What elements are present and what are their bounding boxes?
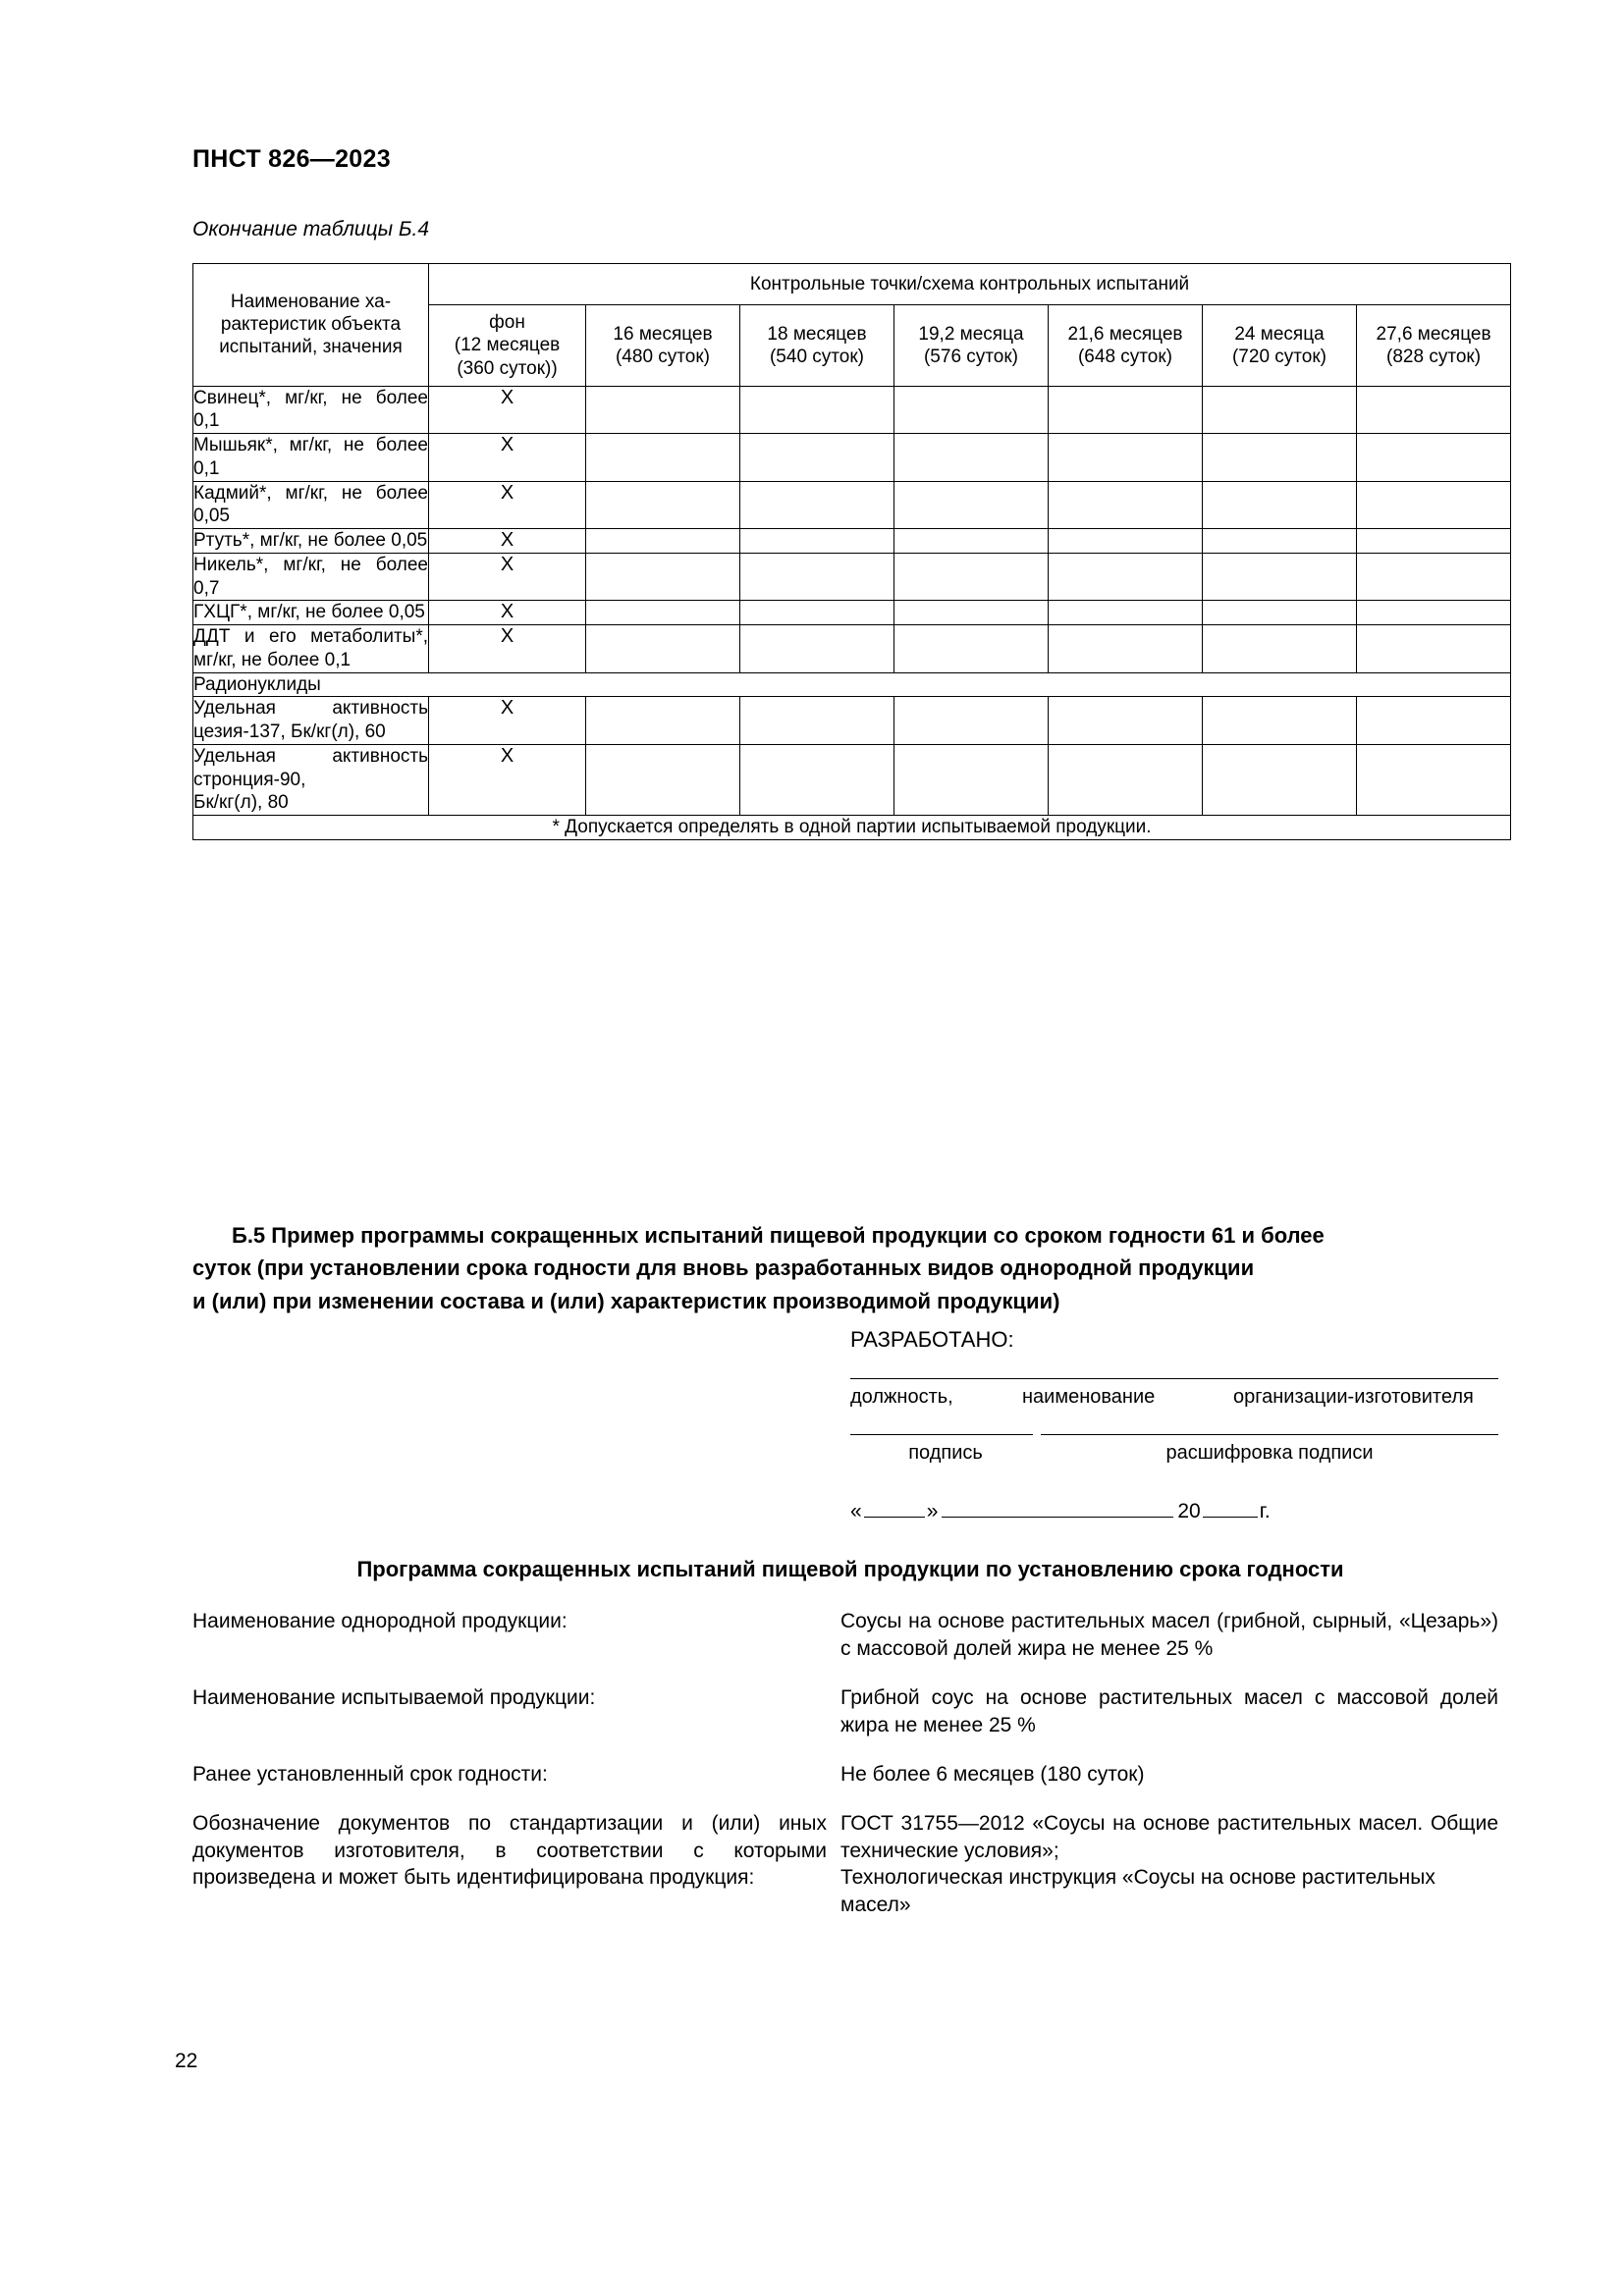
table-cell-characteristic: ГХЦГ*, мг/кг, не более 0,05 xyxy=(193,601,429,625)
date-month-blank xyxy=(942,1501,1173,1518)
developed-by-label: РАЗРАБОТАНО: xyxy=(850,1327,1014,1352)
table-cell-empty xyxy=(1357,625,1511,673)
header-col-27-6-months: 27,6 месяцев (828 суток) xyxy=(1357,305,1511,387)
table-cell-empty xyxy=(586,434,740,482)
organization-caption-row xyxy=(850,1386,1498,1409)
header-col-21-6-months: 21,6 месяцев (648 суток) xyxy=(1049,305,1203,387)
table-section-label: Радионуклиды xyxy=(193,672,1511,697)
table-cell-empty xyxy=(1357,434,1511,482)
section-b5-heading-line-2: суток (при установлении срока годности для вновь разработанных видов однородной продукции xyxy=(192,1255,1255,1281)
table-cell-empty xyxy=(1203,434,1357,482)
date-year-suffix: г. xyxy=(1259,1500,1271,1522)
table-cell-empty xyxy=(586,601,740,625)
table-cell-empty xyxy=(1357,481,1511,529)
table-cell-empty xyxy=(740,601,894,625)
table-cell-empty xyxy=(1049,553,1203,601)
table-cell-empty xyxy=(586,697,740,745)
program-definition-value: Соусы на основе растительных масел (грибной, сырный, «Цезарь») с массовой долей жира не менее 25 % xyxy=(840,1610,1498,1660)
table-cell-empty xyxy=(1203,553,1357,601)
table-cell-empty xyxy=(894,553,1049,601)
table-footnote-row xyxy=(193,816,1511,840)
table-cell-characteristic: Свинец*, мг/кг, не более 0,1 xyxy=(193,386,429,434)
date-open-quote: « xyxy=(850,1500,862,1522)
program-definition-label: Наименование испытываемой продукции: xyxy=(192,1685,596,1709)
table-cell-empty xyxy=(1357,386,1511,434)
table-cell-empty xyxy=(1049,744,1203,815)
table-caption: Окончание таблицы Б.4 xyxy=(192,218,430,240)
table-cell-empty xyxy=(894,697,1049,745)
section-b5-heading-line-3: и (или) при изменении состава и (или) характеристик производимой продукции) xyxy=(192,1288,1060,1313)
table-cell-empty xyxy=(1203,697,1357,745)
table-row xyxy=(193,553,1511,601)
date-close-quote: » xyxy=(926,1500,939,1522)
table-cell-empty xyxy=(1049,434,1203,482)
table-cell-empty xyxy=(586,553,740,601)
table-cell-empty xyxy=(740,386,894,434)
table-cell-empty xyxy=(894,386,1049,434)
table-cell-mark: X xyxy=(429,601,586,625)
table-cell-characteristic: ДДТ и его метаболиты*, мг/кг, не более 0,1 xyxy=(193,625,429,673)
table-cell-empty xyxy=(586,625,740,673)
program-definition-label: Ранее установленный срок годности: xyxy=(192,1762,548,1786)
program-definition-value-line-1: ГОСТ 31755—2012 «Соусы на основе растительных масел. Общие технические условия»; xyxy=(840,1811,1498,1862)
caption-organization: организации-изготовителя xyxy=(1233,1386,1474,1408)
running-header: ПНСТ 826—2023 xyxy=(192,145,391,173)
table-row xyxy=(193,744,1511,815)
program-definition-label: Наименование однородной продукции: xyxy=(192,1610,568,1632)
caption-transcript: расшифровка подписи xyxy=(1165,1442,1374,1464)
page-number: 22 xyxy=(175,2050,198,2072)
table-row xyxy=(193,481,1511,529)
table-head-row-1 xyxy=(193,264,1511,305)
table-cell-empty xyxy=(1203,625,1357,673)
section-b5-heading-line-1: Б.5 Пример программы сокращенных испытаний пищевой продукции со сроком годности 61 и более xyxy=(232,1223,1325,1248)
signature-line xyxy=(850,1434,1033,1435)
organization-signature-line xyxy=(850,1378,1498,1379)
table-cell-empty xyxy=(1049,386,1203,434)
header-name-column: Наименование ха- рактеристик объекта испытаний, значения xyxy=(193,264,429,387)
header-group-control-points: Контрольные точки/схема контрольных испытаний xyxy=(429,264,1511,305)
table-head xyxy=(193,264,1511,387)
table-cell-empty xyxy=(894,625,1049,673)
program-definition-row xyxy=(192,1810,1508,1920)
program-definition-row xyxy=(192,1761,1508,1789)
table-cell-characteristic: Никель*, мг/кг, не более 0,7 xyxy=(193,553,429,601)
table-cell-empty xyxy=(586,386,740,434)
table-body xyxy=(193,386,1511,816)
table-cell-mark: X xyxy=(429,386,586,434)
table-cell-empty xyxy=(894,529,1049,554)
table-cell-empty xyxy=(1049,697,1203,745)
table-row xyxy=(193,697,1511,745)
date-day-blank xyxy=(864,1501,925,1518)
header-col-18-months: 18 месяцев (540 суток) xyxy=(740,305,894,387)
table-cell-empty xyxy=(1203,601,1357,625)
table-cell-empty xyxy=(740,434,894,482)
table-row xyxy=(193,529,1511,554)
table-cell-empty xyxy=(1049,481,1203,529)
table-cell-empty xyxy=(894,601,1049,625)
caption-name: наименование xyxy=(1022,1386,1156,1408)
table-row xyxy=(193,601,1511,625)
table-cell-empty xyxy=(1357,697,1511,745)
table-row xyxy=(193,386,1511,434)
table-row xyxy=(193,672,1511,697)
program-title: Программа сокращенных испытаний пищевой продукции по установлению срока годности xyxy=(356,1557,1344,1581)
header-col-24-months: 24 месяца (720 суток) xyxy=(1203,305,1357,387)
table-cell-empty xyxy=(1357,601,1511,625)
table-cell-mark: X xyxy=(429,744,586,815)
table-cell-mark: X xyxy=(429,529,586,554)
table-cell-empty xyxy=(1049,625,1203,673)
table-cell-empty xyxy=(1357,553,1511,601)
table-cell-empty xyxy=(740,697,894,745)
table-cell-empty xyxy=(740,625,894,673)
table-cell-mark: X xyxy=(429,697,586,745)
program-definition-value xyxy=(840,1810,1498,1920)
program-definition-row xyxy=(192,1608,1508,1663)
table-cell-mark: X xyxy=(429,434,586,482)
caption-position: должность, xyxy=(850,1386,953,1408)
program-definition-value: Грибной соус на основе растительных масел с массовой долей жира не менее 25 % xyxy=(840,1685,1498,1736)
table-cell-empty xyxy=(586,481,740,529)
program-definition-value-line-2: Технологическая инструкция «Соусы на основе растительных масел» xyxy=(840,1866,1435,1917)
table-cell-characteristic: Удельная активность стронция-90, Бк/кг(л), 80 xyxy=(193,744,429,815)
table-cell-empty xyxy=(894,744,1049,815)
table-cell-empty xyxy=(740,481,894,529)
transcript-line xyxy=(1041,1434,1498,1435)
table-b4 xyxy=(192,263,1511,840)
table-row xyxy=(193,434,1511,482)
table-cell-empty xyxy=(1049,601,1203,625)
program-definition-label: Обозначение документов по стандартизации и (или) иных документов изготовителя, в соответствии с которыми произведена и может быть идентифицирована продукция: xyxy=(192,1811,827,1890)
table-cell-empty xyxy=(1203,481,1357,529)
program-definition-list xyxy=(192,1608,1508,1941)
section-b5-heading xyxy=(192,1219,1508,1317)
date-year-blank xyxy=(1203,1501,1258,1518)
table-cell-empty xyxy=(586,529,740,554)
header-col-16-months: 16 месяцев (480 суток) xyxy=(586,305,740,387)
date-year-prefix: 20 xyxy=(1177,1500,1201,1522)
table-cell-empty xyxy=(740,529,894,554)
table-cell-empty xyxy=(1203,529,1357,554)
table-cell-characteristic: Кадмий*, мг/кг, не более 0,05 xyxy=(193,481,429,529)
header-col-fon: фон (12 месяцев (360 суток)) xyxy=(429,305,586,387)
table-cell-mark: X xyxy=(429,625,586,673)
signature-lines-row xyxy=(850,1434,1498,1435)
table-cell-mark: X xyxy=(429,481,586,529)
table-cell-empty xyxy=(1357,529,1511,554)
program-definition-row xyxy=(192,1684,1508,1739)
table-b4-wrapper xyxy=(192,263,1508,840)
table-cell-empty xyxy=(1203,744,1357,815)
table-cell-characteristic: Удельная активность цезия-137, Бк/кг(л), 60 xyxy=(193,697,429,745)
table-cell-empty xyxy=(1203,386,1357,434)
table-cell-empty xyxy=(1357,744,1511,815)
table-cell-characteristic: Мышьяк*, мг/кг, не более 0,1 xyxy=(193,434,429,482)
table-cell-empty xyxy=(894,481,1049,529)
table-row xyxy=(193,625,1511,673)
caption-signature: подпись xyxy=(908,1442,983,1464)
table-cell-empty xyxy=(586,744,740,815)
table-cell-empty xyxy=(1049,529,1203,554)
table-cell-characteristic: Ртуть*, мг/кг, не более 0,05 xyxy=(193,529,429,554)
table-cell-empty xyxy=(894,434,1049,482)
table-foot xyxy=(193,816,1511,840)
table-footnote: * Допускается определять в одной партии испытываемой продукции. xyxy=(193,816,1511,840)
table-cell-empty xyxy=(740,553,894,601)
signature-caption-row xyxy=(850,1442,1498,1465)
table-cell-mark: X xyxy=(429,553,586,601)
date-line xyxy=(850,1500,1498,1523)
table-cell-empty xyxy=(740,744,894,815)
header-col-19-2-months: 19,2 месяца (576 суток) xyxy=(894,305,1049,387)
signature-block xyxy=(850,1327,1498,1523)
program-definition-value: Не более 6 месяцев (180 суток) xyxy=(840,1762,1145,1786)
